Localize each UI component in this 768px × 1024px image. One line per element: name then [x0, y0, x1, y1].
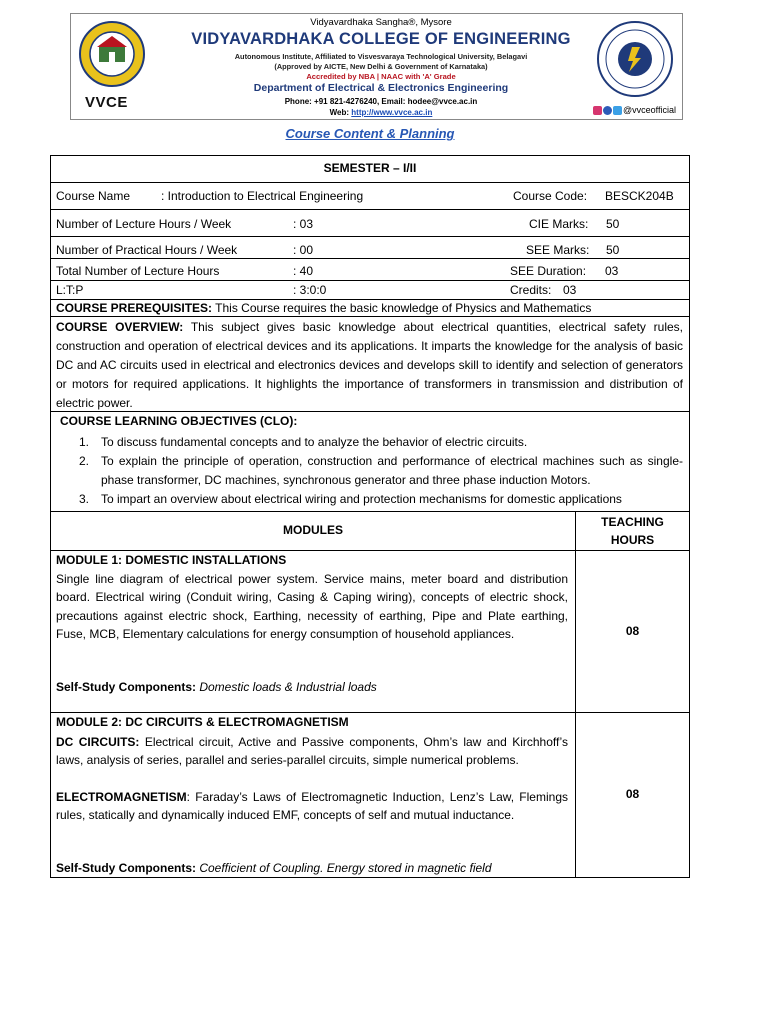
clo-number: 2.	[79, 454, 90, 468]
lecture-hours-value: : 03	[293, 217, 314, 231]
see-duration-value: 03	[605, 264, 619, 278]
prerequisites-text: This Course requires the basic knowledge of Physics and Mathematics	[212, 301, 592, 315]
ltp-row	[51, 280, 689, 299]
institution-banner	[70, 13, 683, 120]
course-name-value: : Introduction to Electrical Engineering	[161, 189, 364, 203]
clo-number: 1.	[79, 435, 90, 449]
semester-row	[51, 156, 689, 182]
module1-title: MODULE 1: DOMESTIC INSTALLATIONS	[56, 553, 287, 567]
list-item	[51, 490, 689, 509]
cie-marks-label: CIE Marks:	[529, 217, 589, 231]
electromagnetism-text: : Faraday’s Laws of Electromagnetic Induction, Lenz’s Law, Flemings rules, statically and dynamically induced EMF, concepts of self and mutual inductance.	[56, 790, 568, 823]
dc-circuits-label: DC CIRCUITS:	[56, 735, 140, 749]
list-item	[51, 433, 689, 452]
practical-hours-row	[51, 236, 689, 258]
clo-text: To impart an overview about electrical wiring and protection mechanisms for domestic applications	[101, 492, 622, 506]
overview	[56, 318, 683, 413]
course-name-row	[51, 182, 689, 209]
clo-text: To discuss fundamental concepts and to analyze the behavior of electric circuits.	[101, 435, 528, 449]
web-line	[161, 108, 601, 117]
see-marks-value: 50	[606, 243, 620, 257]
social-handle: @vvceofficial	[623, 105, 676, 115]
social-links	[593, 105, 676, 115]
overview-row	[51, 316, 689, 411]
instagram-icon[interactable]	[593, 106, 602, 115]
practical-hours-value: : 00	[293, 243, 314, 257]
self-study-label: Self-Study Components:	[56, 861, 196, 875]
ltp-label: L:T:P	[56, 283, 84, 297]
lecture-hours-row	[51, 209, 689, 236]
teaching-hours-header	[576, 513, 689, 549]
course-code-value: BESCK204B	[605, 189, 674, 203]
module2-dc-circuits	[56, 733, 568, 770]
web-label: Web:	[329, 108, 352, 117]
see-marks-label: SEE Marks:	[526, 243, 590, 257]
total-hours-row	[51, 258, 689, 280]
website-link[interactable]: http://www.vvce.ac.in	[351, 108, 433, 117]
teaching-header-line1: TEACHING	[601, 515, 664, 529]
see-duration-label: SEE Duration:	[510, 264, 587, 278]
clo-label: COURSE LEARNING OBJECTIVES (CLO):	[60, 414, 298, 428]
total-hours-label: Total Number of Lecture Hours	[56, 264, 220, 278]
credits-value: 03	[563, 283, 577, 297]
college-name: VIDYAVARDHAKA COLLEGE OF ENGINEERING	[191, 30, 571, 48]
self-study-label: Self-Study Components:	[56, 680, 196, 694]
teaching-header-line2: HOURS	[610, 533, 655, 547]
prerequisites	[56, 301, 591, 315]
total-hours-value: : 40	[293, 264, 314, 278]
contact-line: Phone: +91 821-4276240, Email: hodee@vvce.ac.in	[284, 97, 478, 106]
course-table	[50, 155, 690, 878]
department-name: Department of Electrical & Electronics Engineering	[253, 82, 509, 94]
course-code-label: Course Code:	[513, 189, 588, 203]
sangha-line: Vidyavardhaka Sangha®, Mysore	[310, 17, 452, 28]
list-item	[51, 452, 689, 490]
self-study-text: Domestic loads & Industrial loads	[196, 680, 377, 694]
ltp-value: : 3:0:0	[293, 283, 327, 297]
dc-circuits-text: Electrical circuit, Active and Passive components, Ohm’s law and Kirchhoff’s laws, analysis of series, parallel and series-parallel circuits, simple numerical problems.	[56, 735, 568, 768]
page-title: Course Content & Planning	[285, 126, 455, 141]
semester-label: SEMESTER – I/II	[323, 161, 417, 175]
clo-row	[51, 411, 689, 511]
module2-electromagnetism	[56, 788, 568, 825]
cie-marks-value: 50	[606, 217, 620, 231]
twitter-icon[interactable]	[613, 106, 622, 115]
module2-row	[51, 712, 689, 878]
course-name-label: Course Name	[56, 189, 131, 203]
module1-self-study	[56, 680, 377, 694]
modules-header: MODULES	[283, 523, 343, 537]
modules-header-row	[51, 511, 689, 550]
module2-title: MODULE 2: DC CIRCUITS & ELECTROMAGNETISM	[56, 715, 349, 729]
electromagnetism-label: ELECTROMAGNETISM	[56, 790, 187, 804]
approval-line: (Approved by AICTE, New Delhi & Government of Karnataka)	[274, 62, 488, 71]
lecture-hours-label: Number of Lecture Hours / Week	[56, 217, 232, 231]
autonomous-line: Autonomous Institute, Affiliated to Visvesvaraya Technological University, Belagavi	[234, 52, 528, 61]
module1-row	[51, 550, 689, 712]
department-emblem-icon	[596, 20, 674, 98]
practical-hours-label: Number of Practical Hours / Week	[56, 243, 238, 257]
clo-text: To explain the principle of operation, construction and performance of electrical machines such as single-phase transformer, DC machines, synchronous generator and three phase induction Motors.	[101, 454, 683, 487]
self-study-text: Coefficient of Coupling. Energy stored in magnetic field	[196, 861, 492, 875]
clo-list	[51, 433, 689, 509]
credits-label: Credits:	[510, 283, 552, 297]
module1-text: Single line diagram of electrical power system. Service mains, meter board and distribution board. Electrical wiring (Conduit wiring, Casing & Caping wiring), concepts of electric shock, precautions against electric shock, Earthing, necessity of earthing, Pipe and Plate earthing, Fuse, MCB, Elementary calculations for energy consumption of household appliances.	[56, 572, 568, 641]
facebook-icon[interactable]	[603, 106, 612, 115]
clo-number: 3.	[79, 492, 90, 506]
logo-caption: VVCE	[85, 94, 128, 111]
overview-label: COURSE OVERVIEW:	[56, 320, 184, 334]
accreditation-line: Accredited by NBA | NAAC with 'A' Grade	[306, 72, 456, 81]
prerequisites-label: COURSE PREREQUISITES:	[56, 301, 213, 315]
module2-self-study	[56, 861, 492, 875]
module2-hours: 08	[625, 787, 640, 801]
module1-hours: 08	[625, 624, 640, 638]
prerequisites-row	[51, 299, 689, 316]
overview-text: This subject gives basic knowledge about electrical quantities, electrical safety rules, construction and operation of electrical devices and its applications. It imparts the knowledge for the analysis of basic DC and AC circuits used in electrical and electronics devices and develops skill to identify and selection of generators or motors for required applications. It highlights the importance of transformers in transmission and distribution of electric power.	[56, 320, 683, 410]
